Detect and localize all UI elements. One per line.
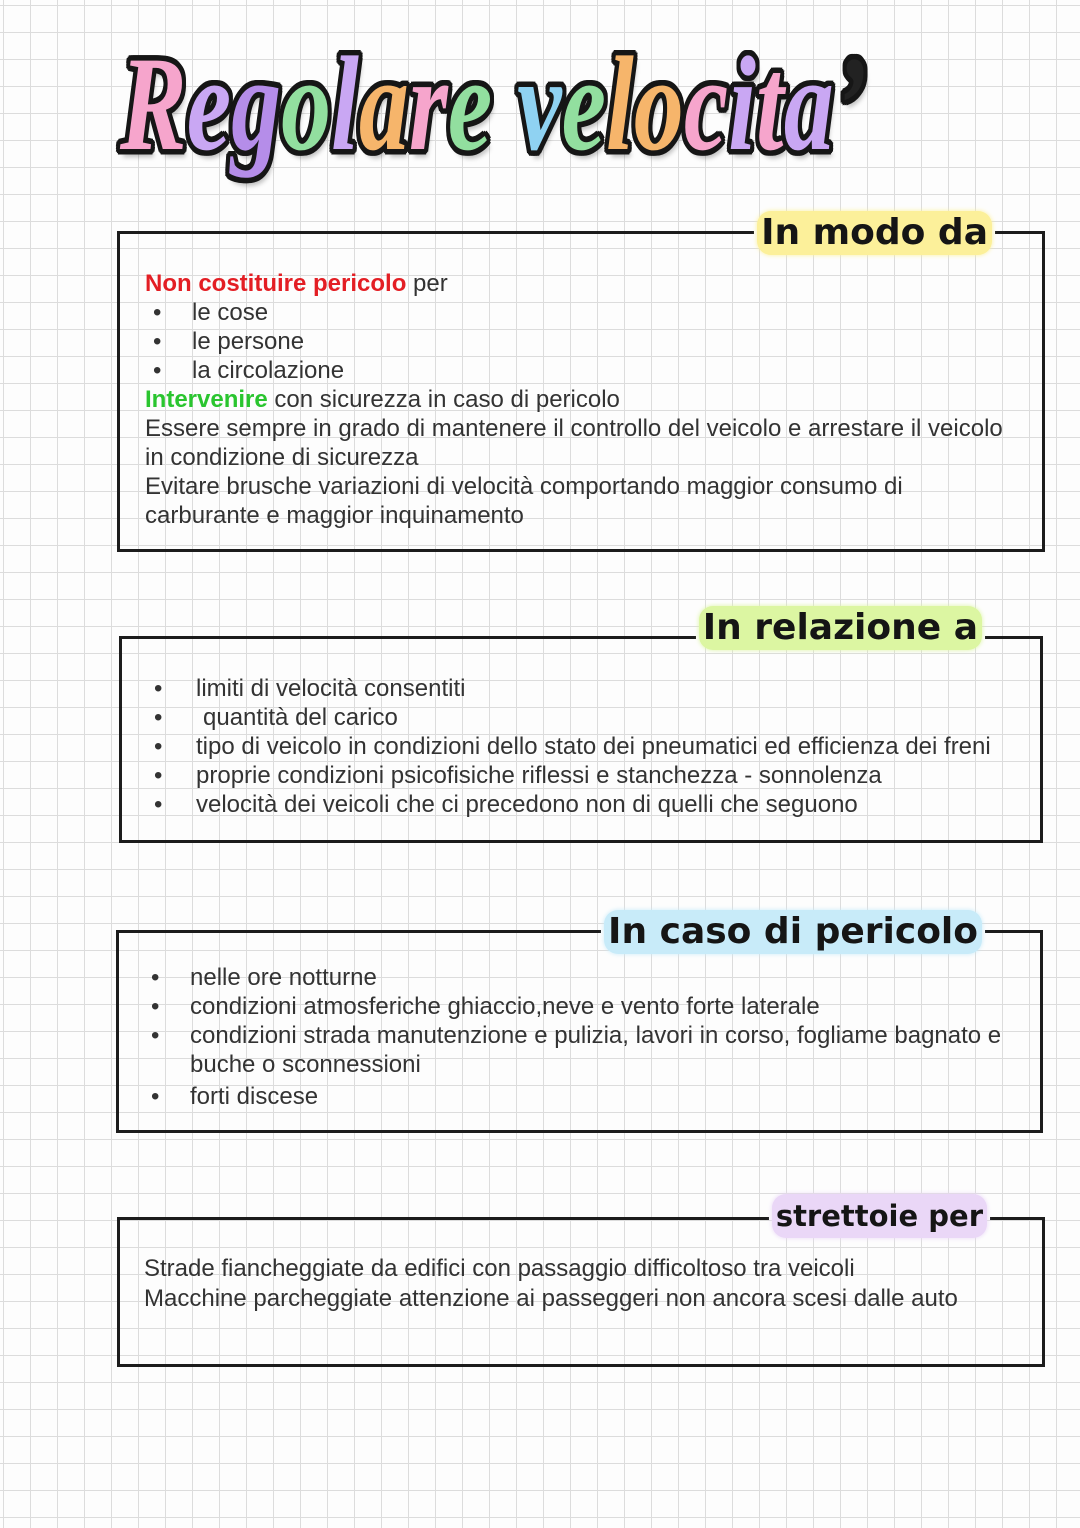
list-item <box>151 992 1030 1021</box>
list-item-text: forti discese <box>190 1082 319 1110</box>
section-heading: strettoie per <box>772 1194 987 1238</box>
list-item-text: tipo di veicolo in condizioni dello stato dei pneumatici ed efficienza dei freni <box>196 732 991 760</box>
section-heading: In relazione a <box>699 606 982 650</box>
bullet-icon <box>153 298 192 327</box>
title-letter: o <box>281 28 332 179</box>
section-content <box>144 1254 958 1314</box>
title-letter: g <box>231 28 282 179</box>
paragraph: Essere sempre in grado di mantenere il controllo del veicolo e arrestare il veicolo in condizione di sicurezza <box>145 414 1003 471</box>
title-letter: r <box>408 28 448 179</box>
title-letter: i <box>728 28 756 179</box>
list-item-text: la circolazione <box>192 356 345 384</box>
section-content <box>145 269 1013 530</box>
title-letter: c <box>683 28 729 179</box>
section-in-relazione-a <box>119 606 1043 843</box>
list-item-text: proprie condizioni psicofisiche riflessi e stanchezza - sonnolenza <box>196 761 882 789</box>
list-item-text: velocità dei veicoli che ci precedono non di quelli che seguono <box>196 790 858 818</box>
list-item <box>145 356 1013 385</box>
header-line-right <box>990 1217 1045 1220</box>
bullet-icon <box>151 1082 190 1111</box>
list-item <box>151 1021 1030 1079</box>
bullet-icon <box>151 992 190 1021</box>
bullet-icon <box>154 703 196 732</box>
section-strettoie-per <box>117 1198 1045 1367</box>
bullet-icon <box>154 732 196 761</box>
list-item <box>151 1082 1030 1111</box>
list-item-text: quantità del carico <box>203 703 398 731</box>
bullet-icon <box>153 327 192 356</box>
title-letter: a <box>358 28 409 179</box>
title-letter: ’ <box>833 28 868 179</box>
list-item-text: condizioni atmosferiche ghiaccio,neve e vento forte laterale <box>190 992 820 1020</box>
bullet-icon <box>153 356 192 385</box>
title-letter <box>492 29 517 179</box>
title-letter: a <box>783 28 834 179</box>
bullet-list <box>145 298 1013 385</box>
page-title <box>120 28 868 179</box>
title-letter: e <box>561 28 606 179</box>
section-heading: In caso di pericolo <box>604 910 982 954</box>
title-letter: l <box>605 28 634 179</box>
list-item-text: limiti di velocità consentiti <box>196 674 466 702</box>
list-item <box>154 732 1043 761</box>
list-item-text: le persone <box>192 327 305 355</box>
list-item <box>145 327 1013 356</box>
header-line-left <box>117 1217 769 1220</box>
title-letter: v <box>517 28 562 179</box>
header-line-right <box>985 636 1043 639</box>
title-letter: R <box>120 28 187 179</box>
list-item <box>154 674 1043 703</box>
header-line-left <box>117 231 754 234</box>
section-heading: In modo da <box>757 211 992 255</box>
list-item-text: nelle ore notturne <box>190 963 377 991</box>
paragraph: Evitare brusche variazioni di velocità comportando maggior consumo di carburante e maggior inquinamento <box>145 472 903 529</box>
intro-line <box>145 269 1013 298</box>
action-emphasis: Intervenire <box>145 385 268 413</box>
section-header <box>117 1197 1045 1241</box>
header-line-right <box>995 231 1045 234</box>
text-line: Macchine parcheggiate attenzione ai passeggeri non ancora scesi dalle auto <box>144 1285 958 1312</box>
section-content <box>151 963 1030 1111</box>
title-letter: t <box>755 28 784 179</box>
bullet-list <box>151 963 1030 1111</box>
section-header <box>116 910 1043 954</box>
intro-rest: per <box>413 269 448 297</box>
title-letter: e <box>186 28 232 179</box>
section-header <box>117 211 1045 255</box>
section-in-modo-da <box>117 211 1045 552</box>
title-letter: e <box>447 28 493 179</box>
header-line-right <box>985 930 1043 933</box>
bullet-icon <box>154 761 196 790</box>
bullet-icon <box>154 790 196 819</box>
bullet-icon <box>151 963 190 992</box>
intro-emphasis: Non costituire pericolo <box>145 269 407 297</box>
title-letter: l <box>331 28 359 179</box>
action-rest: con sicurezza in caso di pericolo <box>274 385 620 413</box>
section-header <box>119 606 1043 660</box>
list-item <box>154 761 1043 790</box>
list-item <box>154 790 1043 819</box>
list-item-text: condizioni strada manutenzione e pulizia, lavori in corso, fogliame bagnato e buche o sconnessioni <box>190 1021 1002 1078</box>
bullet-icon <box>151 1021 190 1050</box>
section-content <box>154 674 1043 819</box>
action-line <box>145 385 1013 414</box>
list-item <box>145 298 1013 327</box>
list-item <box>151 963 1030 992</box>
title-letter: o <box>633 28 684 179</box>
list-item <box>154 703 1043 732</box>
text-line: Strade fiancheggiate da edifici con passaggio difficoltoso tra veicoli <box>144 1255 855 1282</box>
section-in-caso-di-pericolo <box>116 910 1043 1133</box>
bullet-list <box>154 674 1043 819</box>
bullet-icon <box>154 674 196 703</box>
list-item-text: le cose <box>192 298 269 326</box>
header-line-left <box>116 930 601 933</box>
header-line-left <box>119 636 696 639</box>
